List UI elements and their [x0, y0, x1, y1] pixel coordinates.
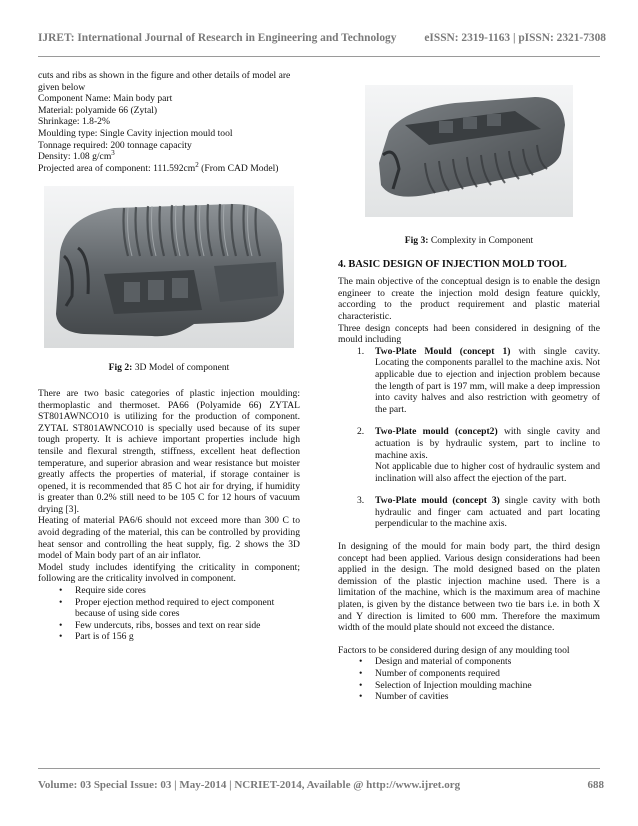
fig2-component-render — [44, 186, 294, 348]
bullet-icon: • — [359, 691, 363, 703]
concept-title: Two-Plate Mould (concept 1) — [375, 345, 511, 357]
list-item — [38, 631, 300, 643]
left-paragraph-1: There are two basic categories of plastic injection moulding: thermoplastic and thermoset. PA66 (Polyamide 66) ZYTAL ST801AWNCO10 is utilizing for the production of component. ZYTAL ST801AWNCO10 is specially used because of its super tough property. It is achieve important properties include high tensile and flexural strength, stiffness, excellent heat deflection temperature, and superior abrasion and wear resistance but moister greatly affects the properties of material, if storage container is opened, it is recommended that 85 C hot air for drying, if humidity is greater than 0.2% still need to be 105 C for 12 hours of vacuum drying [3]. — [38, 387, 300, 515]
right-paragraph-4: Factors to be considered during design of any moulding tool — [338, 644, 570, 656]
fig2-caption — [38, 362, 300, 374]
left-paragraph-3: Model study includes identifying the criticality in component; following are the criticality involved in component. — [38, 561, 300, 585]
concept-number: 3. — [357, 495, 365, 507]
spec-moulding: Moulding type: Single Cavity injection mould tool — [38, 127, 233, 139]
fig3-text: Complexity in Component — [428, 235, 534, 246]
list-item-text: Number of cavities — [375, 691, 449, 703]
area-sup: 2 — [195, 160, 199, 169]
running-footer — [38, 779, 604, 791]
fig3-component-render — [365, 85, 573, 217]
concept-list — [338, 346, 600, 530]
concept-note: Not applicable due to ejection and injection problem because the length of part is 197 mm, will make a deep impression into cavity halves and also restriction with geometry of the part. — [375, 357, 600, 415]
list-item-text: Require side cores — [75, 585, 146, 597]
right-column — [338, 85, 600, 703]
list-item-text: Number of components required — [375, 668, 500, 679]
page-number: 688 — [587, 779, 604, 791]
running-header — [38, 32, 606, 52]
spec-shrinkage: Shrinkage: 1.8-2% — [38, 116, 110, 128]
concept-text: with single cavity and actuation is by hydraulic system, part to incline to machine axis. — [375, 426, 600, 461]
list-item-text: Proper ejection method required to eject component because of using side cores — [75, 596, 275, 620]
concept-text: with single cavity. Locating the components parallel to the machine axis. — [375, 345, 600, 369]
section-title: 4. BASIC DESIGN OF INJECTION MOLD TOOL — [338, 258, 567, 270]
list-item-text: Design and material of components — [375, 656, 512, 668]
bullet-icon: • — [59, 619, 63, 631]
list-item — [38, 597, 300, 620]
concept-item — [338, 495, 600, 530]
fig3-label: Fig 3: — [404, 235, 429, 246]
left-column — [38, 70, 300, 643]
spec-component: Component Name: Main body part — [38, 93, 173, 105]
factors-list — [338, 656, 600, 702]
right-paragraph-2: Three design concepts had been considered in designing of the mould including — [338, 322, 600, 346]
concept-item — [338, 346, 600, 416]
list-item — [338, 691, 600, 703]
bullet-icon: • — [59, 585, 63, 597]
spec-tonnage: Tonnage required: 200 tonnage capacity — [38, 139, 192, 151]
right-paragraph-1: The main objective of the conceptual design is to enable the design engineer to create the injection mold design feature quickly, according to the product requirement and plastic material characteristic. — [338, 276, 600, 322]
spec-material: Material: polyamide 66 (Zytal) — [38, 104, 158, 116]
bullet-icon: • — [359, 679, 363, 691]
list-item — [38, 585, 300, 597]
density-text: Density: 1.08 g/cm — [38, 151, 112, 163]
concept-text: single cavity with both hydraulic and finger cam actuated and part locating perpendicular to the machine axis. — [375, 495, 600, 530]
bullet-icon: • — [59, 631, 63, 643]
list-item-text: Few undercuts, ribs, bosses and text on rear side — [75, 619, 261, 631]
list-item — [38, 620, 300, 632]
density-sup: 3 — [111, 148, 115, 157]
right-paragraph-3: In designing of the mould for main body part, the third design concept had been applied. Various design considerations had been applied in the design. The mold designed based on the platen demission of the plastic injection machine used. There is a limitation of the machine, which is the maximum area of machine platen, is given by the distance between two tie bars i.e. in both X and Y direction is limited to 600 mm. Therefore the maximum width of the mould plate should not exceed the distance. — [338, 541, 600, 634]
journal-name: IJRET: International Journal of Research in Engineering and Technology — [38, 32, 397, 44]
list-item-text: Selection of Injection moulding machine — [375, 679, 532, 691]
bullet-icon: • — [359, 668, 363, 679]
fig2-text: 3D Model of component — [132, 362, 230, 374]
bullet-icon: • — [359, 656, 363, 668]
left-paragraph-2: Heating of material PA6/6 should not exceed more than 300 C to avoid degrading of the material, this can be controlled by providing heat sensor and controlling the heat supply, fig. 2 shows the 3D model of Main body part of an air inflator. — [38, 515, 300, 562]
fig3-caption — [338, 235, 600, 247]
concept-item — [338, 426, 600, 484]
concept-note: Not applicable due to higher cost of hydraulic system and inclination will also affect the ejection of the part. — [375, 461, 600, 484]
list-item — [338, 656, 600, 668]
area-text: Projected area of component: 111.592cm — [38, 162, 196, 174]
list-item — [338, 680, 600, 692]
area-tail: (From CAD Model) — [198, 162, 279, 174]
issn: eISSN: 2319-1163 | pISSN: 2321-7308 — [424, 32, 606, 44]
criticality-list — [38, 585, 300, 643]
list-item-text: Part is of 156 g — [75, 631, 134, 643]
concept-number: 1. — [357, 345, 365, 357]
footer-text: Volume: 03 Special Issue: 03 | May-2014 | NCRIET-2014, Available @ http://www.ijret.org — [38, 779, 461, 791]
list-item — [338, 668, 600, 680]
spec-density — [38, 148, 300, 163]
fig2-label: Fig 2: — [108, 362, 133, 374]
concept-number: 2. — [357, 426, 365, 438]
spec-area — [38, 160, 300, 175]
bullet-icon: • — [59, 596, 63, 608]
footer-rule — [38, 768, 600, 769]
concept-title: Two-Plate mould (concept 3) — [375, 495, 500, 507]
header-rule — [38, 56, 600, 57]
intro-text: cuts and ribs as shown in the figure and other details of model are given below — [38, 70, 291, 93]
concept-title: Two-Plate mould (concept2) — [375, 426, 498, 438]
